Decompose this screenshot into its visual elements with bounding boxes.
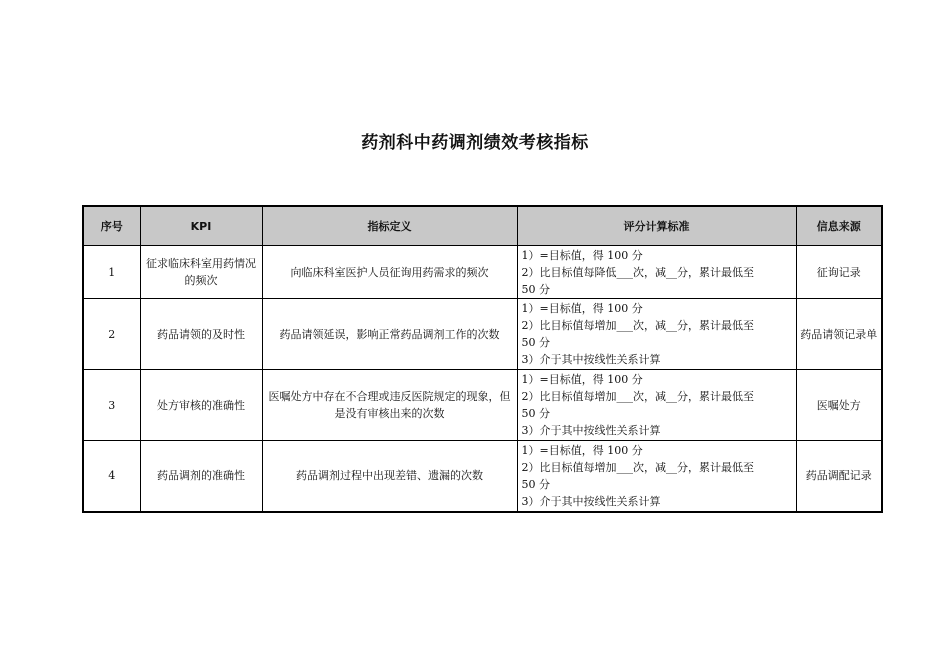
scoring-line: 1）=目标值，得 100 分	[521, 373, 643, 386]
table-row	[83, 246, 882, 299]
scoring-line: 50 分	[521, 407, 550, 420]
cell-seq: 1	[83, 246, 140, 299]
cell-source: 药品请领记录单	[796, 299, 882, 370]
header-source: 信息来源	[796, 206, 882, 246]
cell-seq: 2	[83, 299, 140, 370]
table-row	[83, 370, 882, 441]
cell-source: 征询记录	[796, 246, 882, 299]
table-row	[83, 441, 882, 512]
scoring-line: 2）比目标值每增加___次，减__分，累计最低至	[521, 460, 754, 474]
scoring-line: 2）比目标值每降低___次，减__分，累计最低至	[521, 265, 754, 279]
header-scoring: 评分计算标准	[517, 206, 796, 246]
scoring-line: 3）介于其中按线性关系计算	[521, 494, 661, 508]
cell-definition: 医嘱处方中存在不合理或违反医院规定的现象，但是没有审核出来的次数	[262, 370, 517, 441]
page-title: 药剂科中药调剂绩效考核指标	[361, 133, 589, 153]
cell-source: 医嘱处方	[796, 370, 882, 441]
cell-kpi: 处方审核的准确性	[140, 370, 262, 441]
scoring-line: 50 分	[521, 282, 550, 296]
scoring-line: 50 分	[521, 336, 550, 349]
scoring-line: 50 分	[521, 477, 550, 491]
cell-definition: 向临床科室医护人员征询用药需求的频次	[262, 246, 517, 299]
cell-seq: 3	[83, 370, 140, 441]
cell-kpi: 药品调剂的准确性	[140, 441, 262, 512]
scoring-line: 3）介于其中按线性关系计算	[521, 353, 661, 366]
scoring-line: 3）介于其中按线性关系计算	[521, 424, 661, 437]
cell-seq: 4	[83, 441, 140, 512]
header-definition: 指标定义	[262, 206, 517, 246]
scoring-line: 1）=目标值，得 100 分	[521, 302, 643, 315]
scoring-line: 1）=目标值，得 100 分	[521, 443, 643, 457]
header-kpi: KPI	[140, 206, 262, 246]
cell-scoring	[517, 370, 796, 441]
scoring-line: 2）比目标值每增加___次，减__分，累计最低至	[521, 319, 754, 332]
cell-scoring	[517, 246, 796, 299]
table-header-row	[83, 206, 882, 246]
cell-kpi: 药品请领的及时性	[140, 299, 262, 370]
cell-definition: 药品调剂过程中出现差错、遗漏的次数	[262, 441, 517, 512]
cell-definition: 药品请领延误，影响正常药品调剂工作的次数	[262, 299, 517, 370]
cell-kpi: 征求临床科室用药情况的频次	[140, 246, 262, 299]
header-seq: 序号	[83, 206, 140, 246]
cell-scoring	[517, 441, 796, 512]
table-row	[83, 299, 882, 370]
scoring-line: 1）=目标值，得 100 分	[521, 248, 643, 262]
cell-scoring	[517, 299, 796, 370]
kpi-table	[82, 205, 883, 513]
scoring-line: 2）比目标值每增加___次，减__分，累计最低至	[521, 390, 754, 403]
cell-source: 药品调配记录	[796, 441, 882, 512]
